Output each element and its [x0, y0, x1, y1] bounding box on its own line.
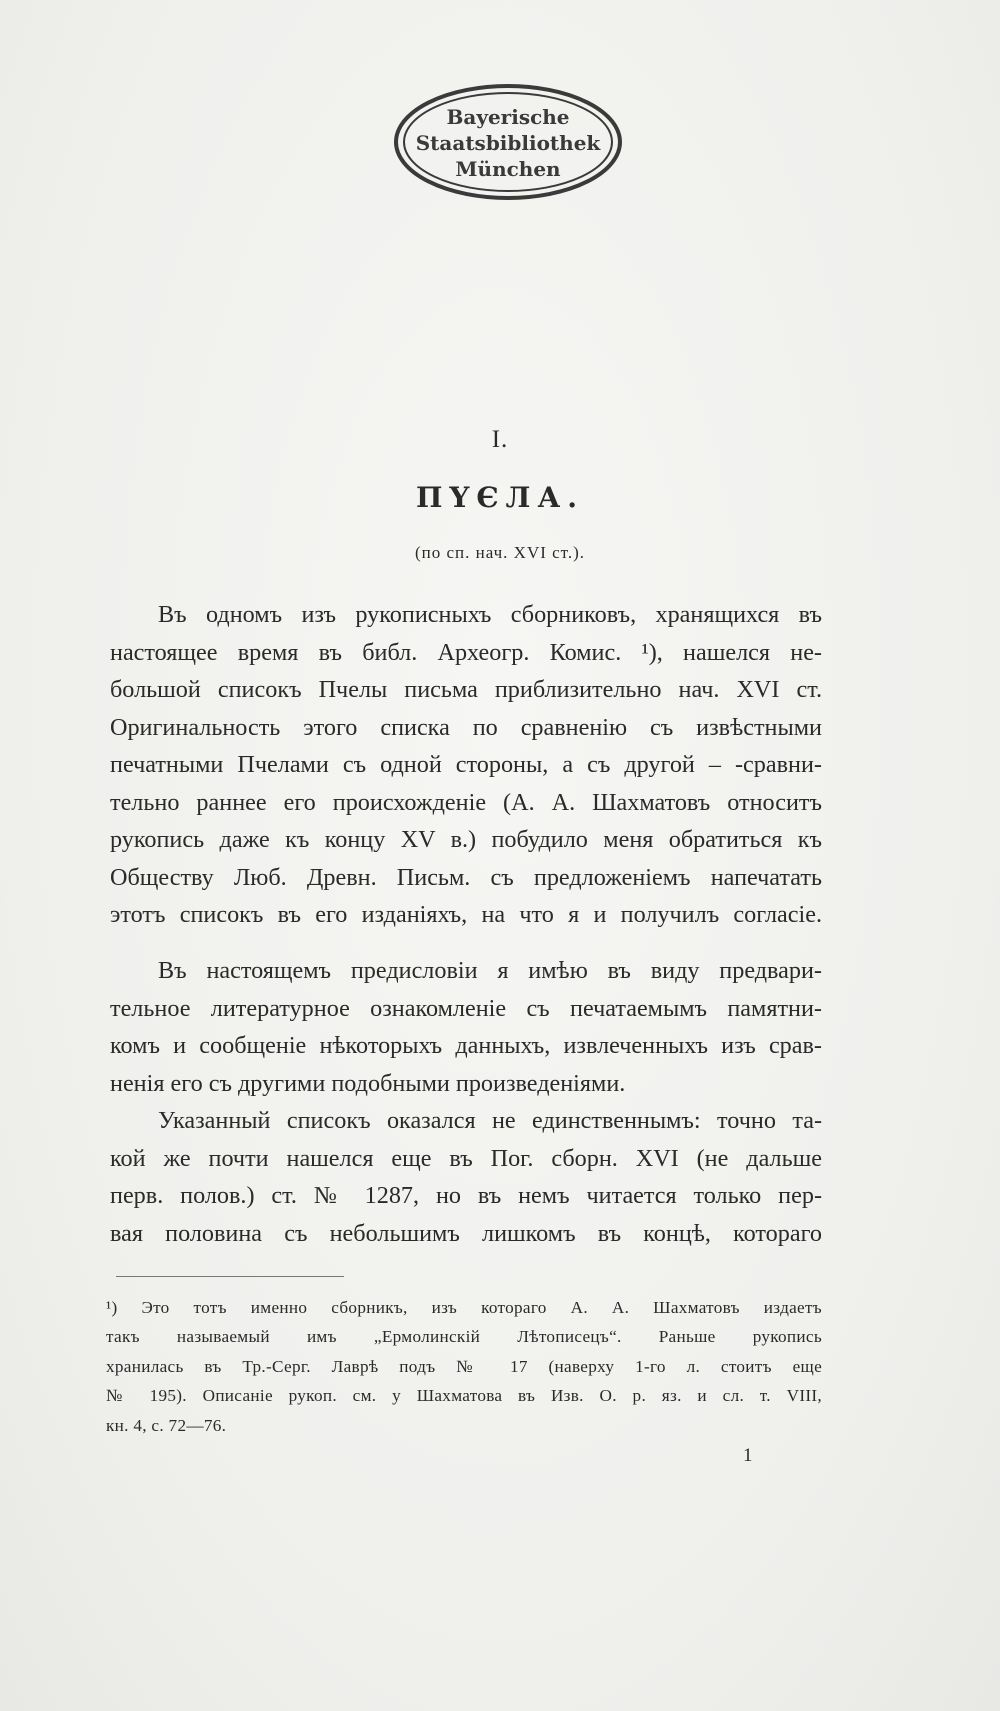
text-line: тельно раннее его происхожденіе (А. А. Шахматовъ относитъ	[110, 788, 822, 816]
text-line: перв. полов.) ст. № 1287, но въ немъ читается только пер-	[110, 1182, 822, 1209]
footnote-line: хранилась въ Тр.-Серг. Лаврѣ подъ № 17 (наверху 1-го л. стоитъ еще	[106, 1356, 822, 1376]
text-line: Въ одномъ изъ рукописныхъ сборниковъ, хранящихся въ	[158, 601, 822, 628]
footnote-line: № 195). Описаніе рукоп. см. у Шахматова въ Изв. О. р. яз. и сл. т. VIII,	[106, 1386, 822, 1406]
library-stamp-graphic	[392, 80, 624, 204]
footnote-line: кн. 4, с. 72—76.	[106, 1415, 227, 1435]
text-line: Оригинальность этого списка по сравненію съ извѣстными	[110, 713, 822, 741]
text-line: кой же почти нашелся еще въ Пог. сборн. XVI (не дальше	[110, 1144, 822, 1172]
text-line: Указанный списокъ оказался не единственнымъ: точно та-	[158, 1107, 822, 1134]
text-line: Въ настоящемъ предисловіи я имѣю въ виду предвари-	[158, 957, 822, 984]
text-line: Обществу Люб. Древн. Письм. съ предложеніемъ напечатать	[110, 863, 822, 891]
text-line: печатными Пчелами съ одной стороны, а съ другой – -сравни-	[110, 751, 822, 778]
paragraph-3	[110, 1102, 822, 1252]
page-number: 1	[743, 1445, 753, 1466]
stamp-line-2: Staatsbibliothek	[415, 131, 601, 155]
text-line: рукопись даже къ концу XV в.) побудило меня обратиться къ	[110, 826, 822, 853]
text-line: вая половина съ небольшимъ лишкомъ въ концѣ, котораго	[110, 1219, 822, 1247]
footnote-line: такъ называемый имъ „Ермолинскій Лѣтописецъ“. Раньше рукопись	[106, 1327, 822, 1347]
text-line: тельное литературное ознакомленіе съ печатаемымъ памятни-	[110, 994, 822, 1022]
text-line: этотъ списокъ въ его изданіяхъ, на что я и получилъ согласіе.	[110, 901, 822, 928]
text-line: настоящее время въ библ. Археогр. Комис. ¹), нашелся не-	[110, 638, 822, 666]
paragraph-1	[110, 596, 822, 934]
stamp-line-3: München	[455, 157, 561, 181]
text-line: большой списокъ Пчелы письма приблизительно нач. XVI ст.	[110, 676, 822, 703]
footnote-divider	[116, 1276, 344, 1277]
library-stamp	[392, 80, 624, 204]
footnote-line: ¹) Это тотъ именно сборникъ, изъ котораго А. А. Шахматовъ издаетъ	[106, 1298, 822, 1317]
footnote	[106, 1293, 822, 1440]
paragraph-2	[110, 952, 822, 1102]
stamp-line-1: Bayerische	[446, 105, 570, 129]
chapter-subtitle: (по сп. нач. XVI ст.).	[415, 543, 585, 562]
text-line: комъ и сообщеніе нѣкоторыхъ данныхъ, извлеченныхъ изъ срав-	[110, 1032, 822, 1059]
text-line: ненія его съ другими подобными произведеніями.	[110, 1069, 626, 1097]
section-number: I.	[491, 426, 509, 453]
chapter-title: ПҮЄЛА.	[415, 481, 584, 514]
